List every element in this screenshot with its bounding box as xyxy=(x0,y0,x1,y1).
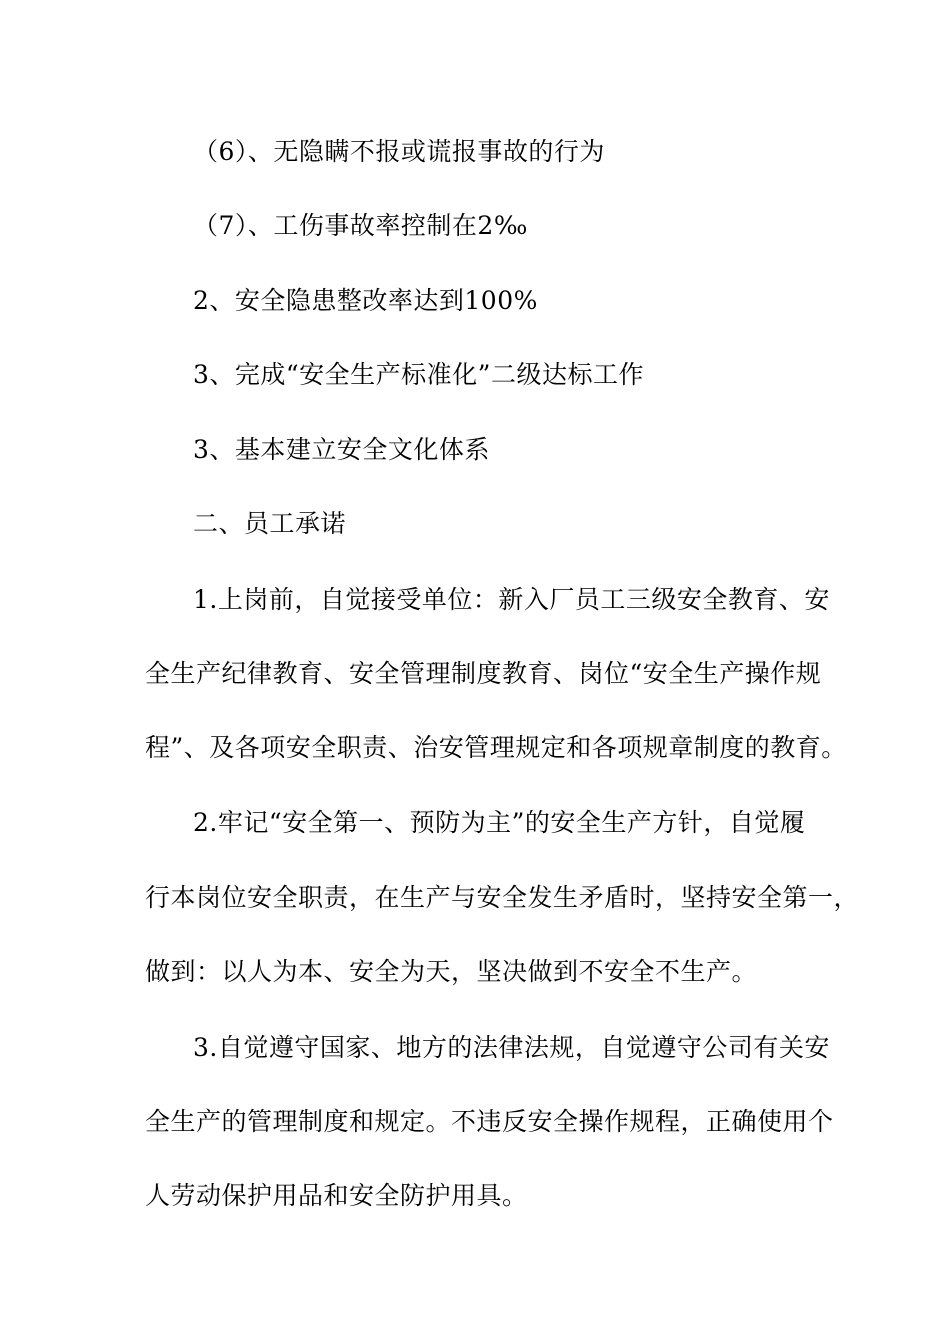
paragraph-3-line-2: 全生产的管理制度和规定。不违反安全操作规程，正确使用个 xyxy=(145,1107,834,1136)
paragraph-1-line-1: 1.上岗前，自觉接受单位：新入厂员工三级安全教育、安 xyxy=(193,585,830,614)
paragraph-3-line-3: 人劳动保护用品和安全防护用具。 xyxy=(145,1181,528,1210)
goal-3-standardization: 3、完成“安全生产标准化”二级达标工作 xyxy=(193,360,644,389)
paragraph-3-line-1: 3.自觉遵守国家、地方的法律法规，自觉遵守公司有关安 xyxy=(193,1033,830,1062)
paragraph-1-line-2: 全生产纪律教育、安全管理制度教育、岗位“安全生产操作规 xyxy=(145,659,822,688)
paragraph-1-line-3: 程”、及各项安全职责、治安管理规定和各项规章制度的教育。 xyxy=(145,733,847,762)
goal-3-culture: 3、基本建立安全文化体系 xyxy=(193,435,490,464)
paragraph-2-line-1: 2.牢记“安全第一、预防为主”的安全生产方针，自觉履 xyxy=(193,808,806,837)
section-heading-employee-commitment: 二、员工承诺 xyxy=(193,509,347,538)
list-item-7: （7）、工伤事故率控制在2‰ xyxy=(193,211,528,240)
goal-2: 2、安全隐患整改率达到100% xyxy=(193,286,538,315)
paragraph-2-line-3: 做到：以人为本、安全为天，坚决做到不安全不生产。 xyxy=(145,957,758,986)
list-item-6: （6）、无隐瞒不报或谎报事故的行为 xyxy=(193,137,605,166)
paragraph-2-line-2: 行本岗位安全职责，在生产与安全发生矛盾时，坚持安全第一， xyxy=(145,883,860,912)
